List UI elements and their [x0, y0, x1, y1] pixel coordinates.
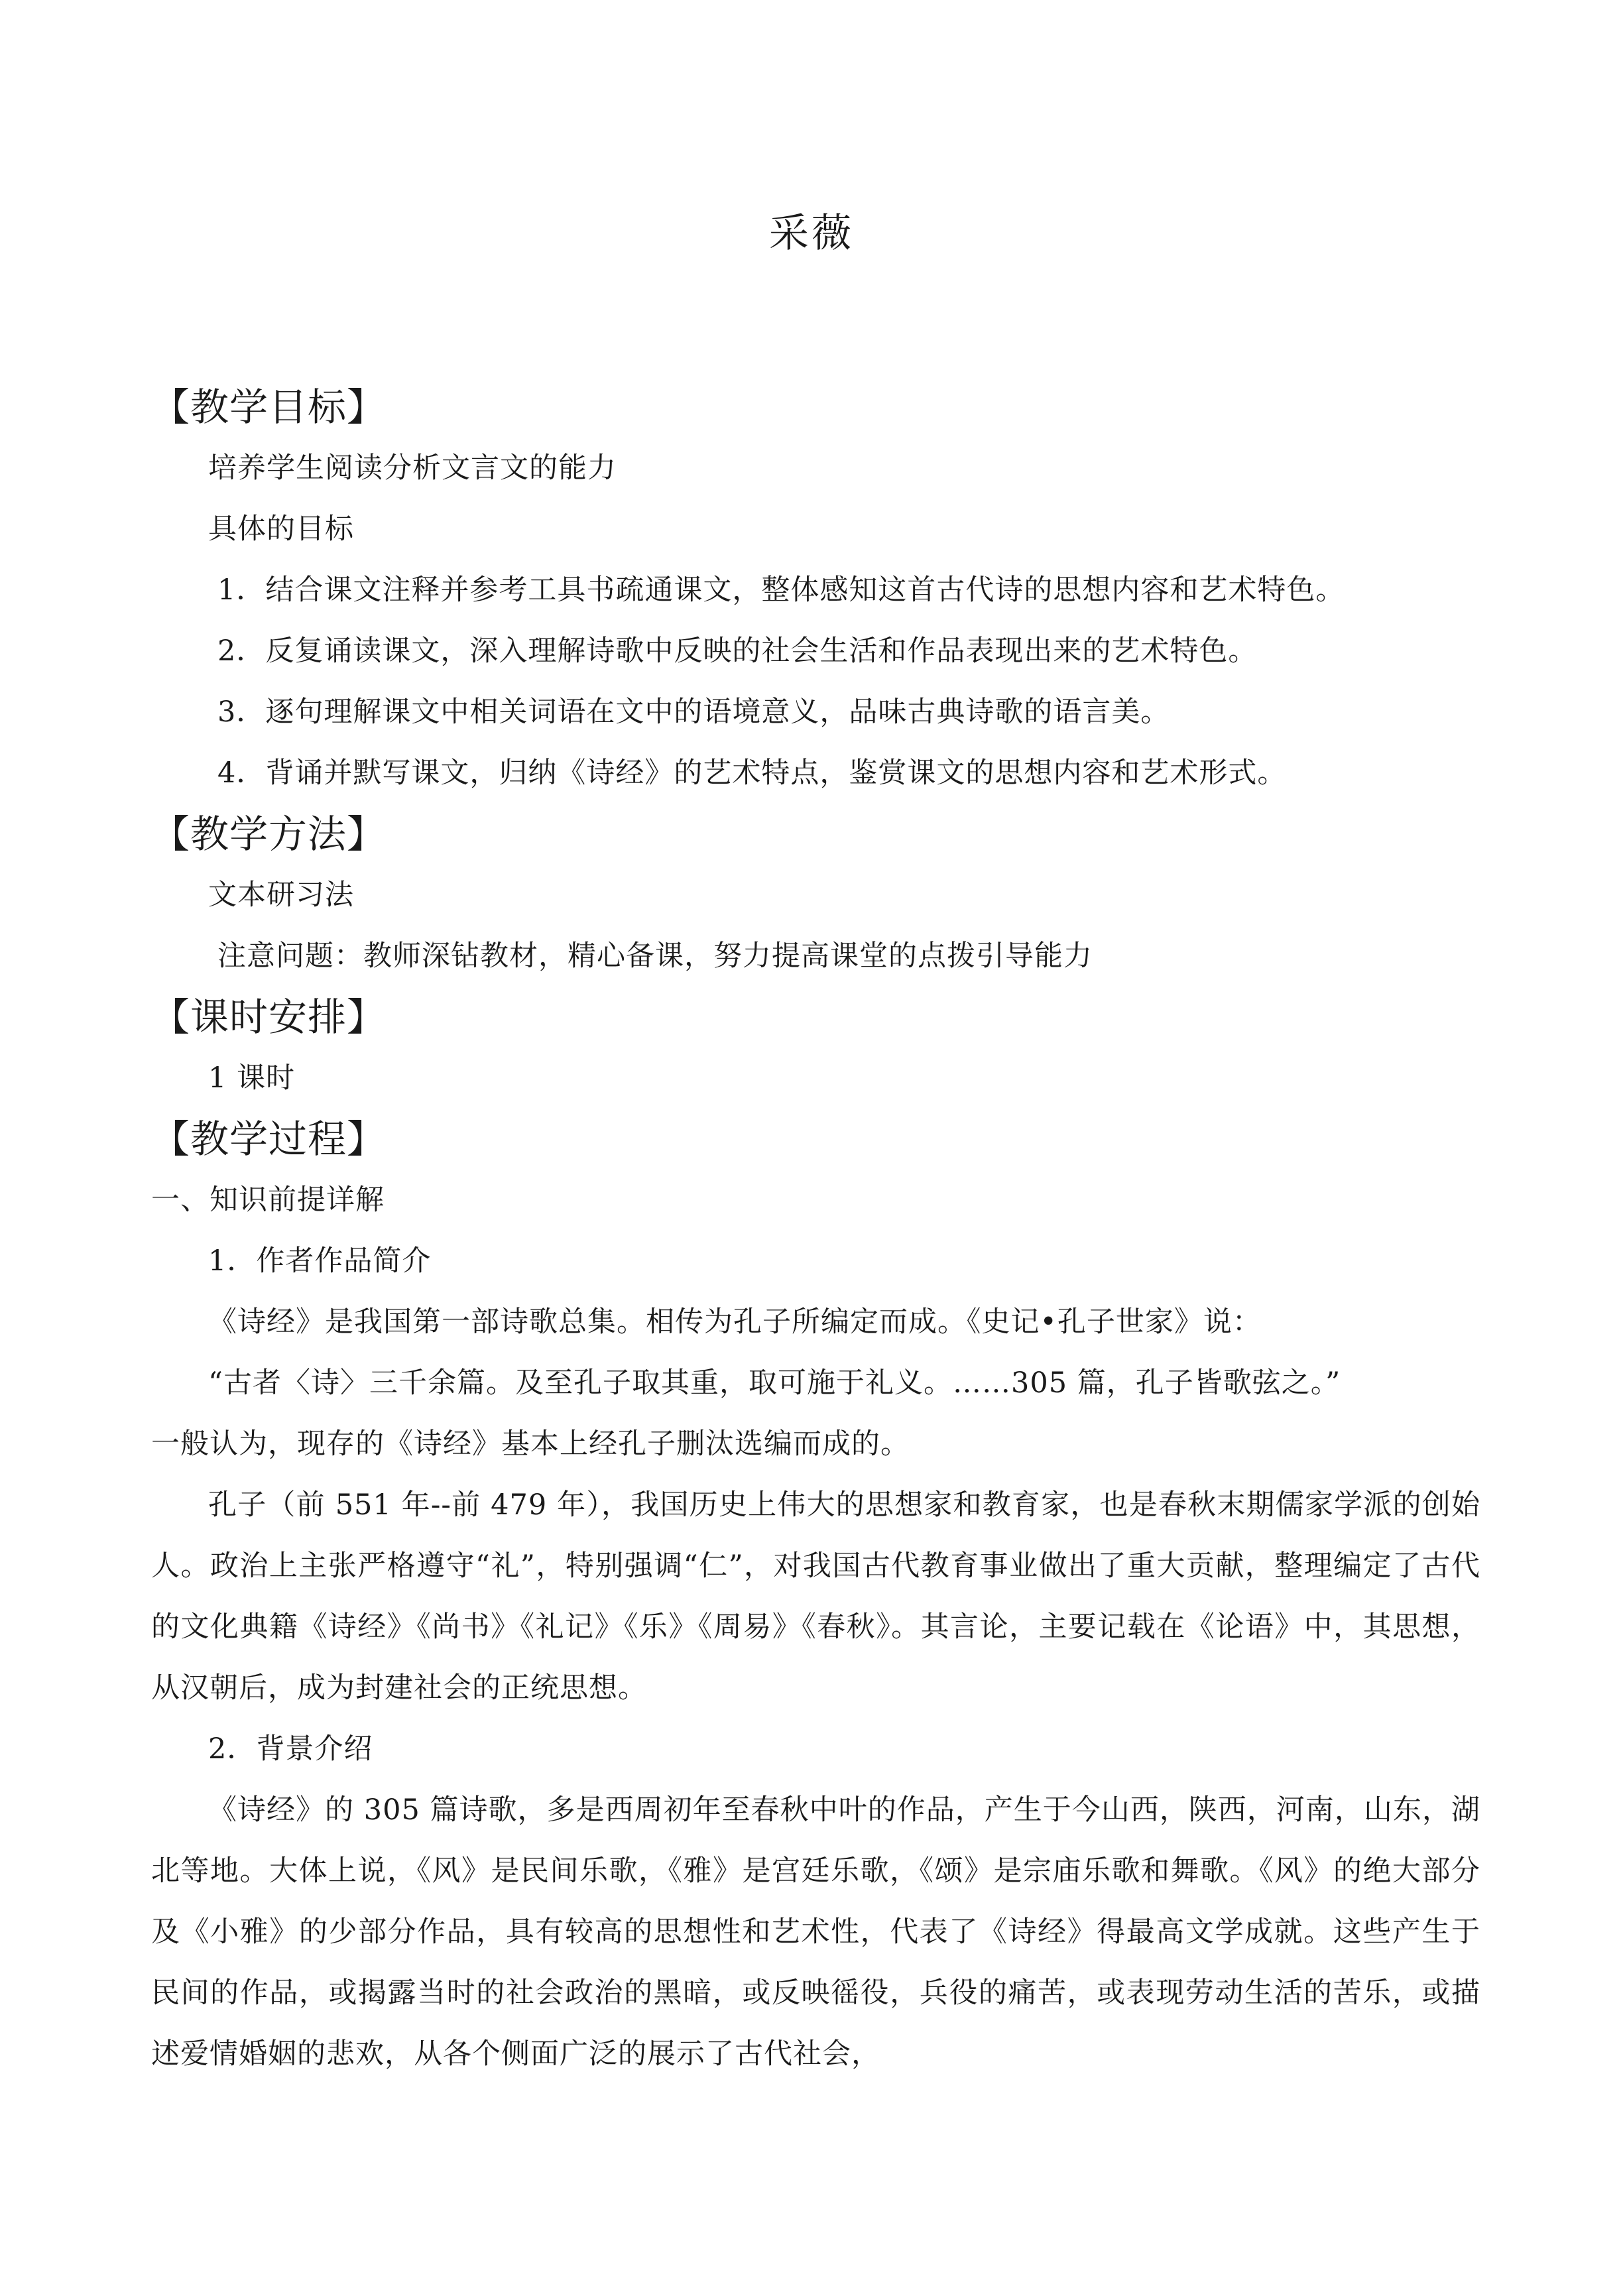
document-title: 采薇	[769, 210, 854, 257]
objective-item: 3．逐句理解课文中相关词语在文中的语境意义，品味古典诗歌的语言美。	[217, 695, 1170, 729]
method-line: 文本研习法	[208, 878, 354, 912]
section-heading-objectives: 【教学目标】	[151, 385, 387, 430]
part-title: 一、知识前提详解	[151, 1183, 385, 1217]
objective-item: 4．背诵并默写课文，归纳《诗经》的艺术特点，鉴赏课文的思想内容和艺术形式。	[217, 756, 1287, 790]
section-heading-schedule: 【课时安排】	[151, 995, 387, 1040]
paragraph: 孔子（前 551 年--前 479 年），我国历史上伟大的思想家和教育家，也是春秋末期儒家学派的创始人。政治上主张严格遵守“礼”，特别强调“仁”，对我国古代教育事业做出了重大贡献，整理编定了古代的文化典籍《诗经》《尚书》《礼记》《乐》《周易》《春秋》。其言论，主要记载在《论语》中，其思想，从汉朝后，成为封建社会的正统思想。	[151, 1488, 1480, 1705]
objective-line: 培养学生阅读分析文言文的能力	[208, 452, 617, 485]
paragraph: 《诗经》是我国第一部诗歌总集。相传为孔子所编定而成。《史记•孔子世家》说：	[208, 1305, 1262, 1339]
objective-item: 2．反复诵读课文，深入理解诗歌中反映的社会生活和作品表现出来的艺术特色。	[217, 634, 1258, 668]
paragraph-continuation: 一般认为，现存的《诗经》基本上经孔子删汰选编而成的。	[151, 1427, 910, 1461]
section-heading-methods: 【教学方法】	[151, 812, 387, 857]
schedule-line: 1 课时	[208, 1061, 296, 1095]
section-heading-process: 【教学过程】	[151, 1117, 387, 1162]
subsection-title: 2．背景介绍	[208, 1732, 373, 1766]
objective-item: 1．结合课文注释并参考工具书疏通课文，整体感知这首古代诗的思想内容和艺术特色。	[217, 574, 1345, 607]
paragraph: 《诗经》的 305 篇诗歌，多是西周初年至春秋中叶的作品，产生于今山西，陕西，河南，山东，湖北等地。大体上说，《风》是民间乐歌，《雅》是宫廷乐歌，《颂》是宗庙乐歌和舞歌。《风》的绝大部分及《小雅》的少部分作品，具有较高的思想性和艺术性，代表了《诗经》得最高文学成就。这些产生于民间的作品，或揭露当时的社会政治的黑暗，或反映徭役，兵役的痛苦，或表现劳动生活的苦乐，或描述爱情婚姻的悲欢，从各个侧面广泛的展示了古代社会，	[151, 1793, 1480, 2071]
subsection-title: 1．作者作品简介	[208, 1244, 432, 1278]
objective-line: 具体的目标	[208, 513, 354, 546]
method-line: 注意问题：教师深钻教材，精心备课，努力提高课堂的点拨引导能力	[217, 939, 1093, 973]
quote-paragraph: “古者〈诗〉三千余篇。及至孔子取其重，取可施于礼义。……305 篇，孔子皆歌弦之。”	[208, 1366, 1341, 1400]
document-body	[151, 377, 1480, 2085]
